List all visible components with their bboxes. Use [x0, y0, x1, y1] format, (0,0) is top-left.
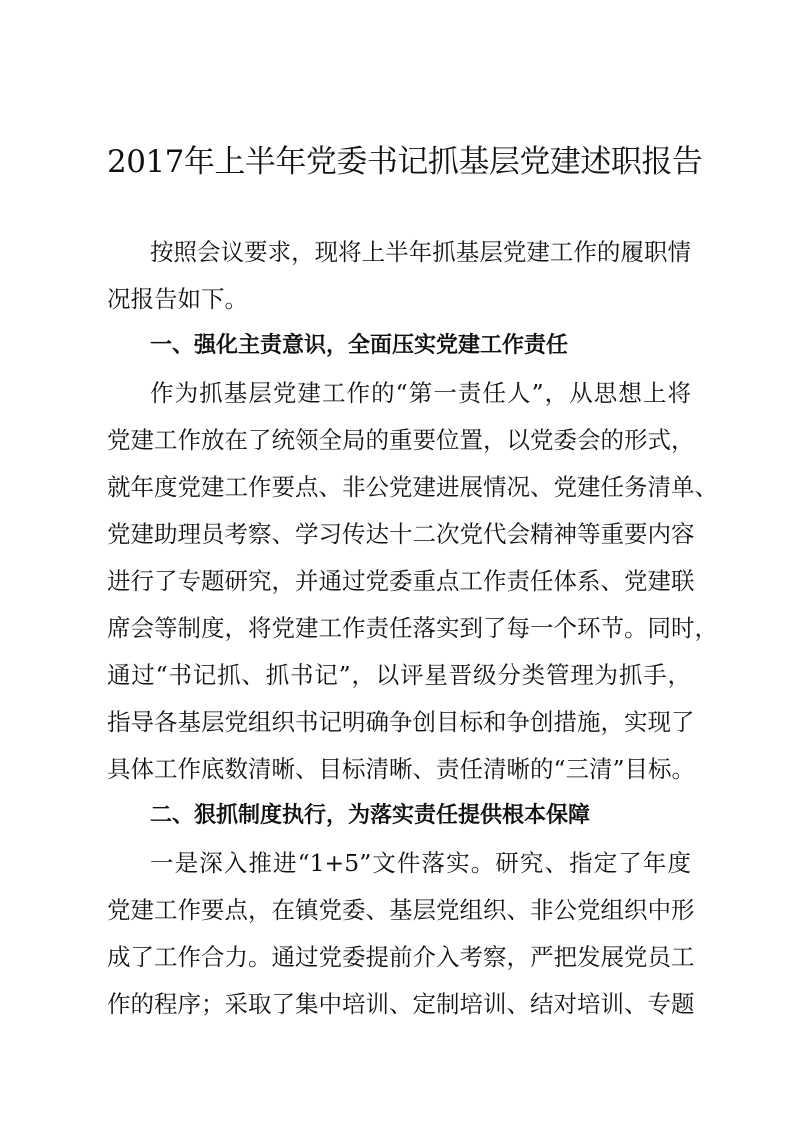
paragraph-line: 作为抓基层党建工作的“第一责任人”，从思想上将: [150, 379, 691, 407]
paragraph-line: 指导各基层党组织书记明确争创目标和争创措施，实现了: [107, 708, 695, 736]
paragraph-line: 作的程序；采取了集中培训、定制培训、结对培训、专题: [107, 990, 695, 1018]
document-title: 2017年上半年党委书记抓基层党建述职报告: [107, 144, 703, 180]
paragraph-line: 成了工作合力。通过党委提前介入考察，严把发展党员工: [107, 943, 695, 971]
paragraph-line: 党建工作要点，在镇党委、基层党组织、非公党组织中形: [107, 896, 695, 924]
intro-line: 况报告如下。: [107, 285, 248, 313]
paragraph-line: 党建助理员考察、学习传达十二次党代会精神等重要内容: [107, 520, 695, 548]
paragraph-line: 席会等制度，将党建工作责任落实到了每一个环节。同时，: [107, 614, 718, 642]
section-heading-1: 一、强化主责意识，全面压实党建工作责任: [150, 333, 569, 358]
paragraph-line: 通过“书记抓、抓书记”，以评星晋级分类管理为抓手，: [107, 661, 691, 689]
paragraph-line: 党建工作放在了统领全局的重要位置，以党委会的形式，: [107, 426, 695, 454]
section-heading-2: 二、狠抓制度执行，为落实责任提供根本保障: [150, 803, 591, 828]
paragraph-line: 一是深入推进“1+5”文件落实。研究、指定了年度: [150, 849, 691, 877]
paragraph-line: 进行了专题研究，并通过党委重点工作责任体系、党建联: [107, 567, 695, 595]
intro-line: 按照会议要求，现将上半年抓基层党建工作的履职情: [150, 238, 691, 266]
paragraph-line: 具体工作底数清晰、目标清晰、责任清晰的“三清”目标。: [107, 755, 696, 783]
paragraph-line: 就年度党建工作要点、非公党建进展情况、党建任务清单、: [107, 473, 718, 501]
